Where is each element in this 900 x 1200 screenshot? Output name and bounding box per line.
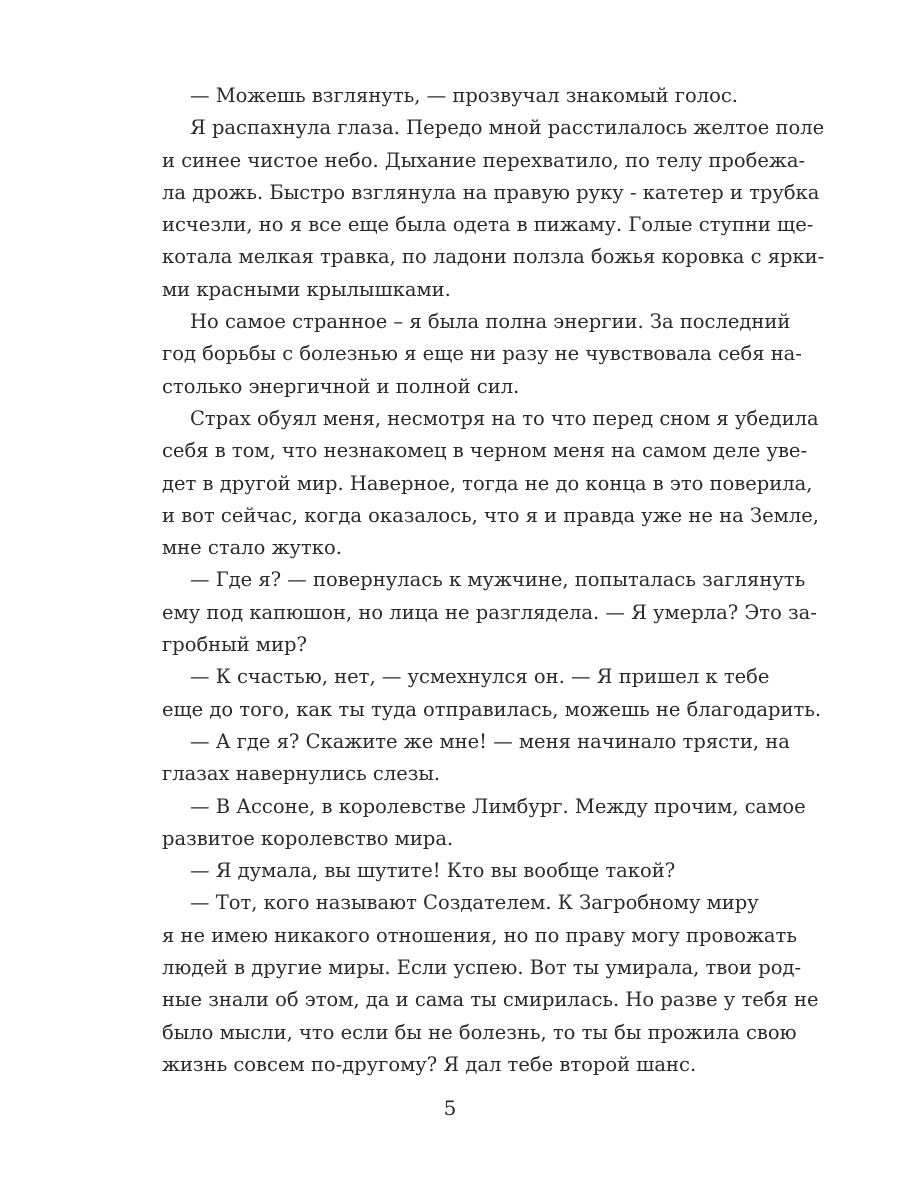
text-line: — А где я? Скажите же мне! — меня начинало трясти, на bbox=[190, 729, 790, 753]
text-line: Страх обуял меня, несмотря на то что перед сном я убедила bbox=[190, 406, 819, 430]
text-line: я не имею никакого отношения, но по праву могу провожать bbox=[162, 923, 797, 947]
paragraph bbox=[162, 403, 819, 564]
text-line: и синее чистое небо. Дыхание перехватило, по телу пробежа- bbox=[162, 148, 806, 172]
paragraph bbox=[162, 306, 802, 403]
text-line: глазах навернулись слезы. bbox=[162, 762, 441, 786]
paragraph bbox=[162, 112, 825, 306]
text-line: дет в другой мир. Наверное, тогда не до конца в это поверила, bbox=[162, 471, 813, 495]
text-line: столько энергичной и полной сил. bbox=[162, 374, 520, 398]
text-line: себя в том, что незнакомец в черном меня на самом деле уве- bbox=[162, 439, 808, 463]
text-line: развитое королевство мира. bbox=[162, 826, 454, 850]
text-line: — В Ассоне, в королевстве Лимбург. Между прочим, самое bbox=[190, 794, 806, 818]
page-number: 5 bbox=[443, 1096, 457, 1120]
text-line: мне стало жутко. bbox=[162, 536, 342, 560]
body-text bbox=[162, 80, 825, 1081]
text-line: ла дрожь. Быстро взглянула на правую руку - катетер и трубка bbox=[162, 180, 820, 204]
text-line: и вот сейчас, когда оказалось, что я и правда уже не на Земле, bbox=[162, 503, 819, 527]
text-line: людей в другие миры. Если успею. Вот ты умирала, твои род- bbox=[162, 956, 802, 980]
paragraph bbox=[162, 855, 756, 887]
text-line: было мысли, что если бы не болезнь, то ты бы прожила свою bbox=[162, 1020, 797, 1044]
text-line: котала мелкая травка, по ладони ползла божья коровка с ярки- bbox=[162, 245, 825, 269]
paragraph bbox=[162, 661, 822, 726]
text-line: Я распахнула глаза. Передо мной расстилалось желтое поле bbox=[190, 116, 825, 140]
paragraph bbox=[162, 80, 756, 112]
text-line: гробный мир? bbox=[162, 633, 307, 657]
text-line: — Я думала, вы шутите! Кто вы вообще такой? bbox=[190, 859, 676, 883]
paragraph bbox=[162, 564, 817, 661]
text-line: исчезли, но я все еще была одета в пижаму. Голые ступни ще- bbox=[162, 213, 814, 237]
text-line: ему под капюшон, но лица не разглядела. — Я умерла? Это за- bbox=[162, 600, 817, 624]
text-line: — Где я? — повернулась к мужчине, попыталась заглянуть bbox=[190, 568, 806, 592]
text-line: ные знали об этом, да и сама ты смирилась. Но разве у тебя не bbox=[162, 988, 819, 1012]
text-line: — К счастью, нет, — усмехнулся он. — Я пришел к тебе bbox=[190, 665, 770, 689]
text-line: Но самое странное – я была полна энергии. За последний bbox=[190, 310, 791, 334]
text-line: год борьбы с болезнью я еще ни разу не чувствовала себя на- bbox=[162, 342, 802, 366]
text-line: жизнь совсем по-другому? Я дал тебе второй шанс. bbox=[162, 1052, 697, 1076]
text-line: еще до того, как ты туда отправилась, можешь не благодарить. bbox=[162, 697, 822, 721]
text-line: ми красными крылышками. bbox=[162, 277, 451, 301]
paragraph bbox=[162, 726, 790, 791]
paragraph bbox=[162, 887, 819, 1081]
text-line: — Можешь взглянуть, — прозвучал знакомый голос. bbox=[190, 84, 738, 107]
text-line: — Тот, кого называют Создателем. К Загробному миру bbox=[190, 891, 759, 915]
paragraph bbox=[162, 791, 806, 856]
